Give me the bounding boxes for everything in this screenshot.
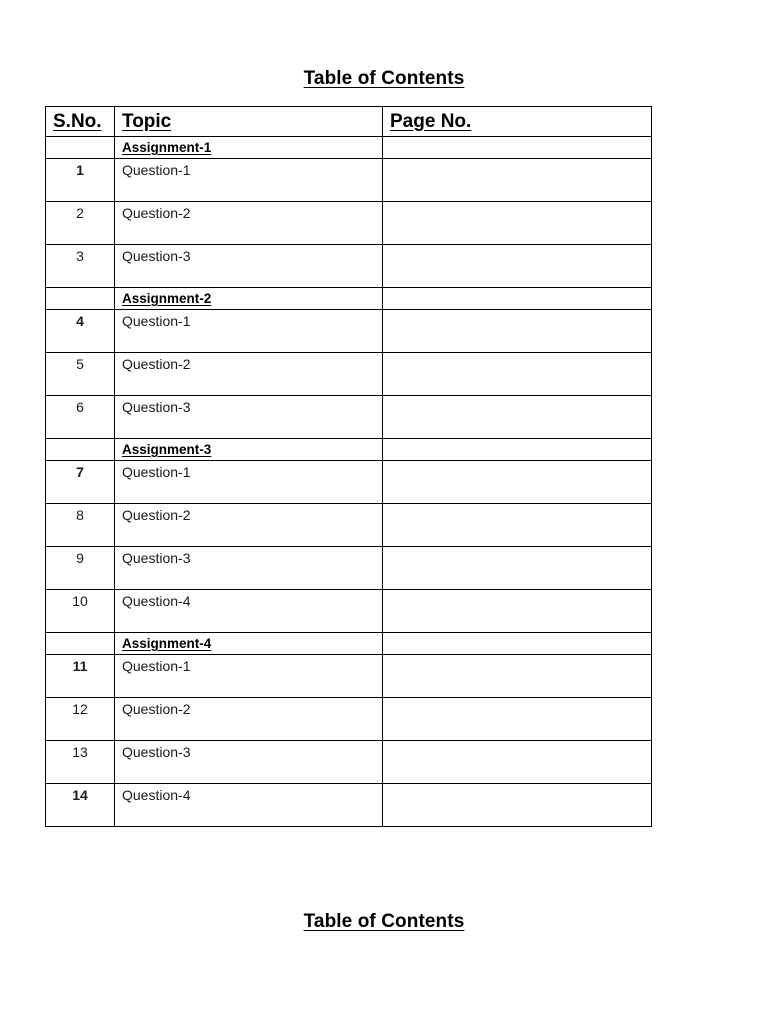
page-number-cell <box>383 698 652 741</box>
sno-cell: 9 <box>46 547 115 590</box>
section-title-cell <box>115 439 383 461</box>
page-title: Table of Contents <box>303 68 465 89</box>
section-page-cell <box>383 137 652 159</box>
topic-cell: Question-4 <box>115 590 383 633</box>
column-header-topic <box>115 107 383 137</box>
topic-cell: Question-1 <box>115 159 383 202</box>
sno-cell: 10 <box>46 590 115 633</box>
sno-cell: 12 <box>46 698 115 741</box>
sno-cell: 14 <box>46 784 115 827</box>
second-page-title: Table of Contents <box>303 911 465 932</box>
page-number-cell <box>383 396 652 439</box>
section-row <box>46 633 652 655</box>
section-title-cell <box>115 288 383 310</box>
section-sno-cell <box>46 288 115 310</box>
section-sno-cell <box>46 633 115 655</box>
sno-cell: 4 <box>46 310 115 353</box>
topic-cell: Question-4 <box>115 784 383 827</box>
sno-cell: 7 <box>46 461 115 504</box>
page-number-cell <box>383 159 652 202</box>
topic-cell: Question-1 <box>115 310 383 353</box>
table-row <box>46 245 652 288</box>
table-row <box>46 547 652 590</box>
page-number-cell <box>383 784 652 827</box>
section-title-cell <box>115 137 383 159</box>
table-row <box>46 504 652 547</box>
topic-cell: Question-2 <box>115 504 383 547</box>
sno-cell: 13 <box>46 741 115 784</box>
table-row <box>46 202 652 245</box>
sno-cell: 11 <box>46 655 115 698</box>
section-title: Assignment-3 <box>122 442 212 457</box>
topic-cell: Question-3 <box>115 245 383 288</box>
table-row <box>46 353 652 396</box>
table-row <box>46 461 652 504</box>
page-number-cell <box>383 310 652 353</box>
topic-cell: Question-3 <box>115 741 383 784</box>
page-number-cell <box>383 655 652 698</box>
section-page-cell <box>383 439 652 461</box>
topic-cell: Question-1 <box>115 461 383 504</box>
table-of-contents <box>45 106 652 827</box>
topic-cell: Question-2 <box>115 202 383 245</box>
section-page-cell <box>383 633 652 655</box>
page-number-cell <box>383 353 652 396</box>
table-row <box>46 698 652 741</box>
sno-cell: 5 <box>46 353 115 396</box>
section-row <box>46 439 652 461</box>
table-row <box>46 784 652 827</box>
page-number-cell <box>383 245 652 288</box>
section-sno-cell <box>46 137 115 159</box>
section-sno-cell <box>46 439 115 461</box>
sno-cell: 8 <box>46 504 115 547</box>
column-header-sno-label: S.No. <box>53 110 102 132</box>
page-number-cell <box>383 741 652 784</box>
column-header-sno <box>46 107 115 137</box>
page-number-cell <box>383 504 652 547</box>
sno-cell: 2 <box>46 202 115 245</box>
table-row <box>46 655 652 698</box>
sno-cell: 3 <box>46 245 115 288</box>
page-number-cell <box>383 461 652 504</box>
page-number-cell <box>383 590 652 633</box>
section-title: Assignment-1 <box>122 140 212 155</box>
table-row <box>46 396 652 439</box>
table-row <box>46 159 652 202</box>
page-number-cell <box>383 202 652 245</box>
topic-cell: Question-1 <box>115 655 383 698</box>
sno-cell: 1 <box>46 159 115 202</box>
table-row <box>46 310 652 353</box>
section-title: Assignment-4 <box>122 636 212 651</box>
table-row <box>46 590 652 633</box>
section-title-cell <box>115 633 383 655</box>
table-row <box>46 741 652 784</box>
section-title: Assignment-2 <box>122 291 212 306</box>
topic-cell: Question-3 <box>115 396 383 439</box>
table-body <box>46 137 652 827</box>
column-header-topic-label: Topic <box>122 110 172 132</box>
table-header-row <box>46 107 652 137</box>
sno-cell: 6 <box>46 396 115 439</box>
topic-cell: Question-2 <box>115 353 383 396</box>
section-page-cell <box>383 288 652 310</box>
section-row <box>46 137 652 159</box>
section-row <box>46 288 652 310</box>
topic-cell: Question-2 <box>115 698 383 741</box>
page-number-cell <box>383 547 652 590</box>
column-header-page-label: Page No. <box>390 110 472 132</box>
column-header-page <box>383 107 652 137</box>
topic-cell: Question-3 <box>115 547 383 590</box>
